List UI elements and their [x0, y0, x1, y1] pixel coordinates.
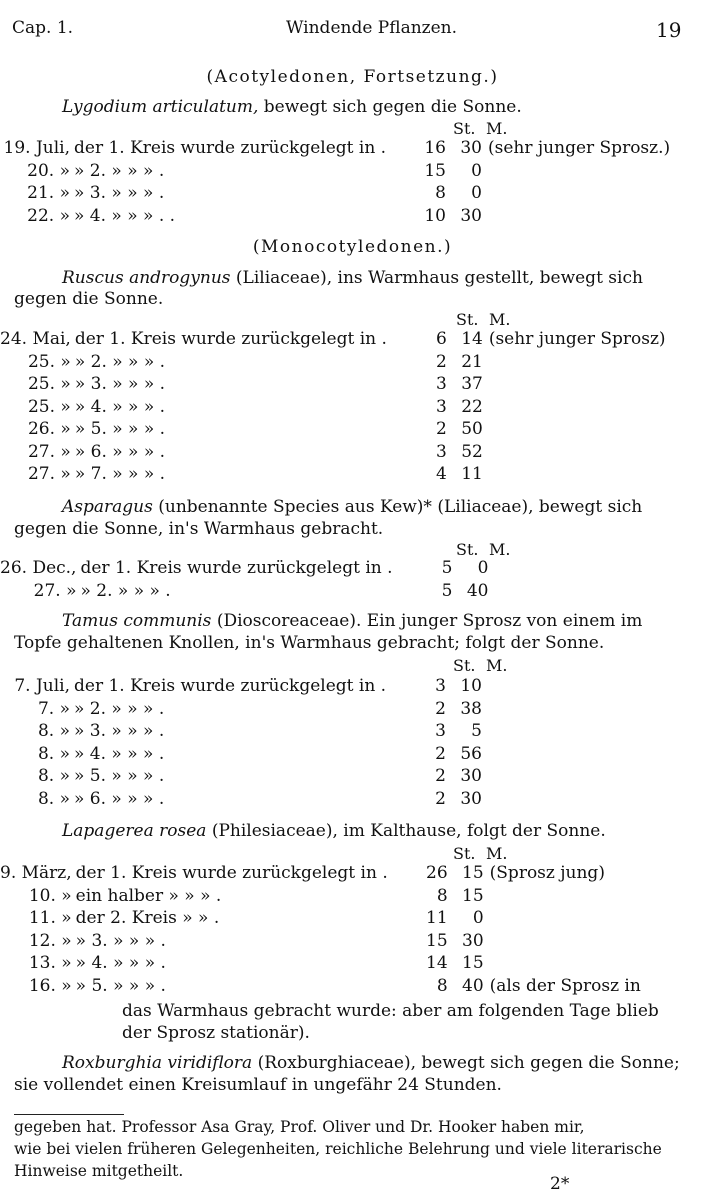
table-row — [0, 699, 488, 722]
date-cell: 27. » — [33, 580, 77, 601]
species-description: (unbenannte Species aus Kew)* (Liliaceae), bewegt sich — [158, 497, 643, 517]
date-cell: 11. » — [28, 908, 72, 928]
tamus-st-header: St. — [453, 656, 476, 675]
minutes-cell: 50 — [461, 419, 483, 439]
table-row — [0, 419, 666, 442]
table-row — [0, 161, 670, 184]
note-cell — [489, 374, 666, 397]
footnote-line-1: gegeben hat. Professor Asa Gray, Prof. Oliver und Dr. Hooker haben mir, — [14, 1118, 585, 1136]
minutes-cell: 15 — [462, 863, 484, 883]
minutes-cell: 21 — [461, 351, 483, 372]
lygodium-m-header: M. — [486, 119, 508, 138]
species-description: (Liliaceae), ins Warmhaus gestellt, bewegt sich — [235, 268, 643, 288]
ruscus-table — [0, 329, 666, 487]
table-row — [0, 352, 666, 375]
table-row — [0, 581, 494, 604]
description-cell: » 4. » » » . — [74, 396, 166, 417]
note-cell — [489, 442, 666, 465]
table-row — [0, 464, 666, 487]
description-cell: der 1. Kreis wurde zurückgelegt in . — [74, 329, 387, 349]
date-cell: 12. » — [28, 930, 72, 951]
date-cell: 8. » — [37, 721, 70, 741]
chapter-label: Cap. 1. — [12, 18, 74, 38]
description-cell: der 1. Kreis wurde zurückgelegt in . — [74, 138, 387, 158]
hours-cell: 15 — [424, 160, 446, 181]
minutes-cell: 30 — [460, 788, 482, 809]
date-cell: 16. » — [28, 975, 72, 996]
species-description: bewegt sich gegen die Sonne. — [263, 97, 522, 117]
note-cell — [488, 161, 670, 184]
table-row — [0, 374, 666, 397]
hours-cell: 5 — [441, 580, 453, 601]
description-cell: » 5. » » » . — [75, 975, 166, 996]
lapagerea-m-header: M. — [486, 844, 508, 863]
date-cell: 21. » — [27, 183, 70, 203]
ruscus-st-header: St. — [456, 310, 479, 329]
hours-cell: 8 — [436, 975, 448, 996]
minutes-cell: 52 — [461, 441, 483, 462]
note-cell — [490, 886, 641, 909]
tamus-table — [0, 676, 488, 811]
tamus-intro-cont: Topfe gehaltenen Knollen, in's Warmhaus gebracht; folgt der Sonne. — [14, 633, 605, 653]
description-cell: » 3. » » » . — [74, 374, 166, 394]
hours-cell: 2 — [436, 351, 447, 372]
hours-cell: 3 — [436, 374, 447, 394]
date-cell: 26. » — [27, 419, 71, 439]
date-cell: 27. » — [27, 464, 71, 484]
hours-cell: 2 — [435, 766, 446, 786]
lapagerea-note-cont2: der Sprosz stationär). — [122, 1023, 310, 1043]
monocotyledonen-heading: (Monocotyledonen.) — [252, 237, 453, 257]
asparagus-m-header: M. — [489, 540, 511, 559]
hours-cell: 14 — [426, 953, 448, 973]
table-row — [0, 206, 670, 229]
roxburghia-intro-cont: sie vollendet einen Kreisumlauf in ungefähr 24 Stunden. — [14, 1075, 502, 1095]
ruscus-intro — [62, 267, 643, 289]
table-row — [0, 766, 488, 789]
table-row — [0, 721, 488, 744]
species-description: (Dioscoreaceae). Ein junger Sprosz von einem im — [216, 611, 643, 631]
hours-cell: 3 — [435, 721, 446, 741]
ruscus-intro-cont: gegen die Sonne. — [14, 289, 164, 309]
hours-cell: 15 — [426, 930, 448, 951]
asparagus-table — [0, 558, 494, 603]
date-cell: 7. Juli, — [14, 676, 70, 696]
note-cell — [490, 931, 641, 954]
minutes-cell: 30 — [460, 205, 482, 226]
description-cell: » 7. » » » . — [74, 464, 166, 484]
date-cell: 26. Dec., — [0, 558, 77, 578]
date-cell: 19. Juli, — [3, 138, 70, 158]
date-cell: 20. » — [27, 160, 70, 181]
species-description: (Roxburghiaceae), bewegt sich gegen die Sonne; — [257, 1053, 680, 1073]
species-name: Ruscus androgynus — [62, 268, 231, 288]
asparagus-intro-cont: gegen die Sonne, in's Warmhaus gebracht. — [14, 519, 384, 539]
footnote-line-2: wie bei vielen früheren Gelegenheiten, reichliche Belehrung und viele literarische — [14, 1140, 662, 1158]
hours-cell: 6 — [436, 329, 447, 349]
species-name: Lygodium articulatum, — [62, 97, 259, 117]
description-cell: » 2. » » » . — [80, 580, 171, 601]
description-cell: » 4. » » » . — [75, 953, 166, 973]
description-cell: der 2. Kreis » » . — [75, 908, 220, 928]
acotyledonen-heading: (Acotyledonen, Fortsetzung.) — [206, 67, 499, 87]
hours-cell: 10 — [424, 205, 446, 226]
tamus-intro — [62, 610, 642, 632]
asparagus-st-header: St. — [456, 540, 479, 559]
minutes-cell: 10 — [460, 676, 482, 696]
species-name: Tamus communis — [62, 611, 212, 631]
minutes-cell: 30 — [460, 138, 482, 158]
minutes-cell: 14 — [461, 329, 483, 349]
date-cell: 8. » — [37, 743, 70, 764]
table-row — [0, 863, 641, 886]
date-cell: 25. » — [27, 351, 71, 372]
date-cell: 22. » — [27, 205, 70, 226]
hours-cell: 2 — [436, 419, 447, 439]
minutes-cell: 0 — [471, 160, 482, 181]
note-cell — [489, 464, 666, 487]
species-name: Asparagus — [62, 497, 153, 517]
minutes-cell: 15 — [462, 885, 484, 906]
hours-cell: 3 — [436, 396, 447, 417]
note-cell — [489, 352, 666, 375]
description-cell: ein halber » » » . — [75, 885, 222, 906]
date-cell: 25. » — [27, 374, 71, 394]
table-row — [0, 953, 641, 976]
note-cell: (sehr junger Sprosz) — [488, 329, 666, 349]
note-cell: (Sprosz jung) — [489, 863, 605, 883]
description-cell: » 4. » » » . — [74, 743, 165, 764]
hours-cell: 5 — [441, 558, 453, 578]
hours-cell: 11 — [426, 908, 448, 928]
ruscus-m-header: M. — [489, 310, 511, 329]
date-cell: 9. März, — [0, 863, 72, 883]
date-cell: 13. » — [28, 953, 72, 973]
date-cell: 7. » — [37, 698, 70, 719]
table-row — [0, 442, 666, 465]
table-row — [0, 676, 488, 699]
minutes-cell: 22 — [461, 396, 483, 417]
minutes-cell: 37 — [461, 374, 483, 394]
footnote-rule — [14, 1114, 124, 1115]
date-cell: 8. » — [37, 788, 70, 809]
table-row — [0, 138, 670, 161]
minutes-cell: 11 — [461, 464, 483, 484]
table-row — [0, 183, 670, 206]
table-row — [0, 744, 488, 767]
description-cell: » 4. » » » . . — [74, 205, 176, 226]
roxburghia-intro — [62, 1052, 680, 1074]
description-cell: der 1. Kreis wurde zurückgelegt in . — [75, 863, 388, 883]
lapagerea-table — [0, 863, 641, 998]
date-cell: 24. Mai, — [0, 329, 71, 349]
description-cell: der 1. Kreis wurde zurückgelegt in . — [80, 558, 393, 578]
lapagerea-st-header: St. — [453, 844, 476, 863]
lygodium-intro — [62, 96, 522, 118]
minutes-cell: 0 — [472, 908, 484, 928]
minutes-cell: 40 — [466, 580, 489, 601]
minutes-cell: 56 — [460, 743, 482, 764]
hours-cell: 26 — [426, 863, 448, 883]
minutes-cell: 0 — [477, 558, 489, 578]
date-cell: 10. » — [28, 885, 72, 906]
description-cell: » 2. » » » . — [74, 698, 165, 719]
hours-cell: 4 — [436, 464, 447, 484]
page-number: 19 — [656, 18, 682, 42]
hours-cell: 2 — [435, 788, 446, 809]
table-row — [0, 558, 494, 581]
note-cell — [489, 419, 666, 442]
minutes-cell: 40 — [462, 975, 484, 996]
hours-cell: 16 — [424, 138, 446, 158]
table-row — [0, 397, 666, 420]
note-cell — [488, 206, 670, 229]
species-name: Lapagerea rosea — [62, 821, 207, 841]
lapagerea-note-cont1: das Warmhaus gebracht wurde: aber am folgenden Tage blieb — [122, 1001, 659, 1021]
minutes-cell: 30 — [462, 930, 484, 951]
description-cell: » 3. » » » . — [74, 721, 165, 741]
minutes-cell: 0 — [471, 183, 482, 203]
description-cell: » 5. » » » . — [74, 766, 165, 786]
hours-cell: 8 — [436, 885, 448, 906]
hours-cell: 2 — [435, 743, 446, 764]
tamus-m-header: M. — [486, 656, 508, 675]
lygodium-st-header: St. — [453, 119, 476, 138]
description-cell: » 2. » » » . — [74, 351, 166, 372]
description-cell: » 6. » » » . — [74, 788, 165, 809]
minutes-cell: 30 — [460, 766, 482, 786]
note-cell: (sehr junger Sprosz.) — [488, 138, 671, 158]
table-row — [0, 886, 641, 909]
description-cell: » 6. » » » . — [74, 441, 166, 462]
hours-cell: 3 — [435, 676, 446, 696]
note-cell: (als der Sprosz in — [489, 975, 641, 996]
species-name: Roxburghia viridiflora — [62, 1053, 253, 1073]
date-cell: 27. » — [27, 441, 71, 462]
date-cell: 25. » — [27, 396, 71, 417]
description-cell: » 5. » » » . — [74, 419, 166, 439]
note-cell — [490, 953, 641, 976]
species-description: (Philesiaceae), im Kalthause, folgt der Sonne. — [211, 821, 606, 841]
table-row — [0, 908, 641, 931]
table-row — [0, 931, 641, 954]
hours-cell: 8 — [435, 183, 446, 203]
hours-cell: 2 — [435, 698, 446, 719]
note-cell — [488, 183, 670, 206]
description-cell: » 3. » » » . — [75, 930, 166, 951]
hours-cell: 3 — [436, 441, 447, 462]
table-row — [0, 329, 666, 352]
table-row — [0, 976, 641, 999]
description-cell: » 3. » » » . — [74, 183, 165, 203]
minutes-cell: 15 — [462, 953, 484, 973]
note-cell — [489, 397, 666, 420]
minutes-cell: 38 — [460, 698, 482, 719]
minutes-cell: 5 — [471, 721, 482, 741]
asparagus-intro — [62, 496, 642, 518]
description-cell: der 1. Kreis wurde zurückgelegt in . — [74, 676, 387, 696]
table-row — [0, 789, 488, 812]
description-cell: » 2. » » » . — [74, 160, 165, 181]
footnote-line-3: Hinweise mitgetheilt. — [14, 1162, 184, 1180]
lygodium-table — [0, 138, 670, 228]
signature-mark: 2* — [550, 1174, 570, 1194]
running-title: Windende Pflanzen. — [286, 18, 458, 38]
lapagerea-intro — [62, 820, 606, 842]
note-cell — [490, 908, 641, 931]
date-cell: 8. » — [37, 766, 70, 786]
